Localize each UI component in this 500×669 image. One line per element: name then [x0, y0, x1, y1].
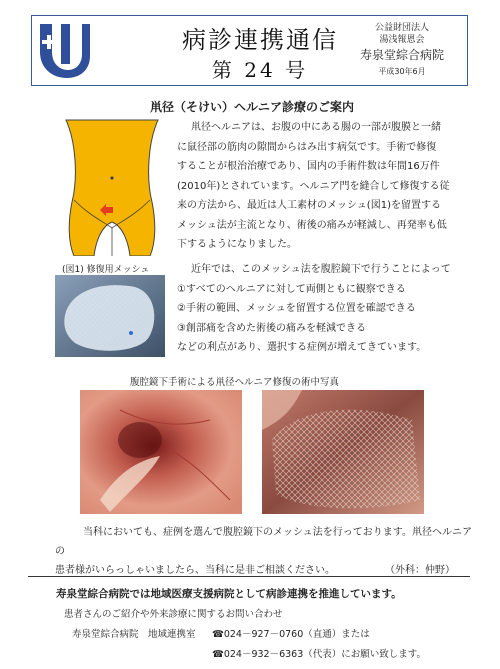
newsletter-header: [31, 15, 468, 86]
mesh-caption: (図1) 修復用メッシュ: [62, 265, 150, 275]
article-paragraph-2: 近年では、このメッシュ法を腹腔鏡下で行うことによって ①すべてのヘルニアに対して両側ともに観察できる ②手術の範囲、メッシュを留置する位置を確認できる ③創部痛を含めた術後の痛みを軽減できる などの利点があり、選択する症例が増えてきています。: [177, 264, 451, 353]
footer-statement: 寿泉堂綜合病院では地域医療支援病院として病診連携を推進しています。: [56, 588, 402, 600]
article-paragraph-1: 鼡径ヘルニアは、お腹の中にある腸の一部が腹膜と一緒 に鼠径部の筋肉の隙間からはみ出す病気です。手術で修復 することが根治治療であり、国内の手術件数は年間16万件 (2010年)とされています。ヘルニア門を縫合して修復する従 来の方法から、最近は人工素材のメッシュ(図1)を留置する メッシュ法が主流となり、術後の痛みが軽減し、再発率も低 下するようになりました。: [177, 122, 450, 250]
hospital-name: 寿泉堂綜合病院: [359, 48, 444, 62]
footer-department: 寿泉堂綜合病院 地域連携室: [72, 629, 196, 640]
photo-caption: 腹腔鏡下手術による鼡径ヘルニア修復の術中写真: [130, 377, 340, 388]
author-credit: （外科：仲野）: [385, 565, 455, 576]
org-type: 公益財団法人: [374, 23, 429, 33]
article-paragraph-3: 当科においても、症例を選んで腹腔鏡下のメッシュ法を行っております。鼡径ヘルニアの 患者様がいらっしゃいましたら、当科に是非ご相談ください。 （外科：仲野）: [55, 523, 475, 580]
divider: [28, 576, 470, 577]
surgery-photo-2: [262, 390, 424, 514]
article-title: 鼡径（そけい）ヘルニア診療のご案内: [150, 100, 355, 114]
footer-phone-main: ☎024－932－6363（代表）にお願い致します。: [212, 649, 427, 660]
issue-date: 平成30年6月: [378, 67, 426, 76]
footer-inquiry: 患者さんのご紹介や外来診療に関するお問い合わせ: [64, 609, 283, 620]
issue-number: 第 24 号: [211, 58, 309, 82]
abdomen-illustration: [60, 118, 164, 256]
newsletter-title: 病診連携通信: [182, 26, 338, 54]
mesh-photo: [55, 275, 165, 357]
surgery-photo-1: [80, 390, 242, 514]
org-name: 湯浅報恩会: [379, 35, 425, 45]
footer-phone-direct: ☎024－927－0760（直通）または: [212, 629, 370, 640]
hospital-logo-icon: [34, 18, 96, 82]
